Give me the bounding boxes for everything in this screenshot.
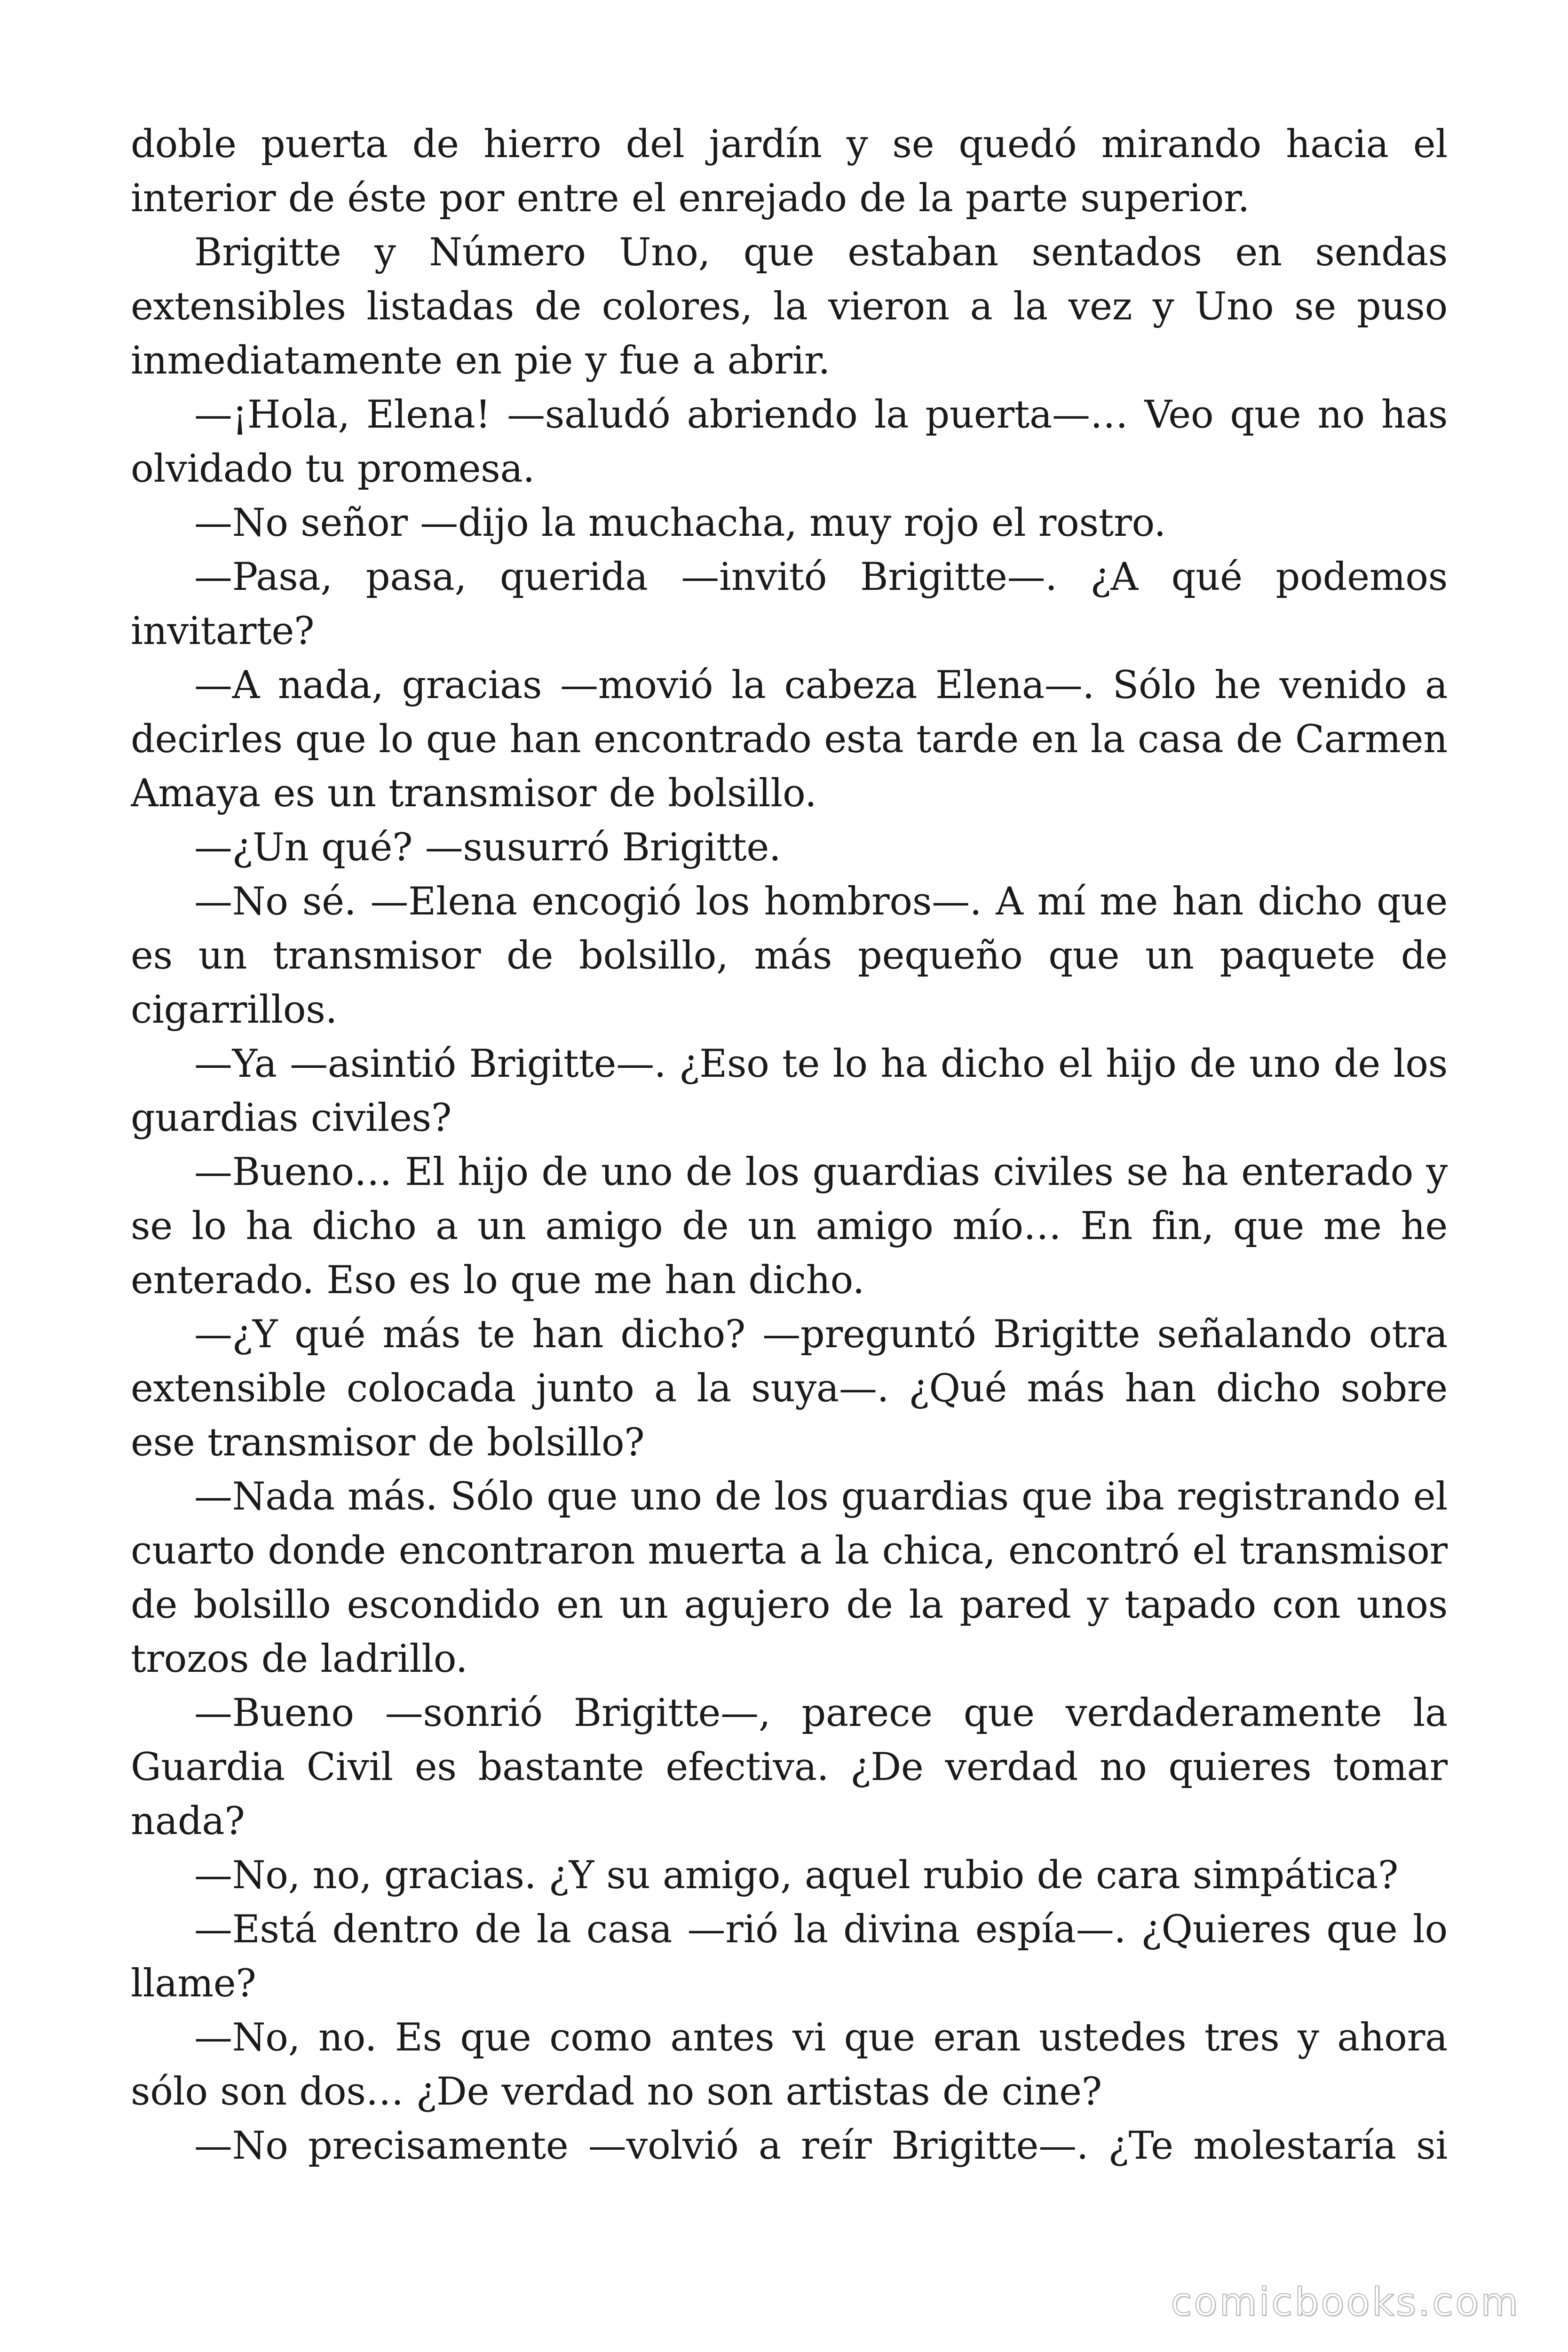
dialogue-line: —Está dentro de la casa —rió la divina espía—. ¿Quieres que lo llame? [131, 1907, 1448, 2006]
dialogue-line: —No, no, gracias. ¿Y su amigo, aquel rubio de cara simpática? [194, 1853, 1398, 1898]
dialogue-line: —No señor —dijo la muchacha, muy rojo el rostro. [194, 501, 1166, 545]
dialogue-line: —Bueno… El hijo de uno de los guardias civiles se ha enterado y se lo ha dicho a un amigo de un amigo mío… En fin, que me he enterado. Eso es lo que me han dicho. [131, 1150, 1448, 1303]
dialogue-line: —Pasa, pasa, querida —invitó Brigitte—. ¿A qué podemos invitarte? [131, 555, 1448, 653]
dialogue-line: —Bueno —sonrió Brigitte—, parece que verdaderamente la Guardia Civil es bastante efectiva. ¿De verdad no quieres tomar nada? [131, 1691, 1448, 1843]
paragraph-continuation: doble puerta de hierro del jardín y se quedó mirando hacia el interior de éste por entre el enrejado de la parte superior. [131, 122, 1448, 221]
dialogue-line-continued: —No precisamente —volvió a reír Brigitte—. ¿Te molestaría si [194, 2124, 1448, 2168]
site-watermark: comicbooks.com [1171, 2280, 1520, 2325]
dialogue-line: —A nada, gracias —movió la cabeza Elena—. Sólo he venido a decirles que lo que han encontrado esta tarde en la casa de Carmen Amaya es un transmisor de bolsillo. [131, 663, 1448, 816]
dialogue-line: —No, no. Es que como antes vi que eran ustedes tres y ahora sólo son dos… ¿De verdad no son artistas de cine? [131, 2016, 1448, 2114]
dialogue-line: —¿Y qué más te han dicho? —preguntó Brigitte señalando otra extensible colocada junto a la suya—. ¿Qué más han dicho sobre ese transmisor de bolsillo? [131, 1312, 1448, 1465]
dialogue-line: —¿Un qué? —susurró Brigitte. [194, 826, 781, 870]
dialogue-line: —Ya —asintió Brigitte—. ¿Eso te lo ha dicho el hijo de uno de los guardias civiles? [131, 1042, 1448, 1140]
body-text [131, 118, 1448, 2173]
paragraph: Brigitte y Número Uno, que estaban sentados en sendas extensibles listadas de colores, la vieron a la vez y Uno se puso inmediatamente en pie y fue a abrir. [131, 230, 1448, 383]
dialogue-line: —No sé. —Elena encogió los hombros—. A mí me han dicho que es un transmisor de bolsillo, más pequeño que un paquete de cigarrillos. [131, 880, 1448, 1032]
book-page [131, 118, 1448, 2258]
dialogue-line: —Nada más. Sólo que uno de los guardias que iba registrando el cuarto donde encontraron muerta a la chica, encontró el transmisor de bolsillo escondido en un agujero de la pared y tapado con unos trozos de ladrillo. [131, 1475, 1448, 1681]
dialogue-line: —¡Hola, Elena! —saludó abriendo la puerta—… Veo que no has olvidado tu promesa. [131, 393, 1448, 491]
